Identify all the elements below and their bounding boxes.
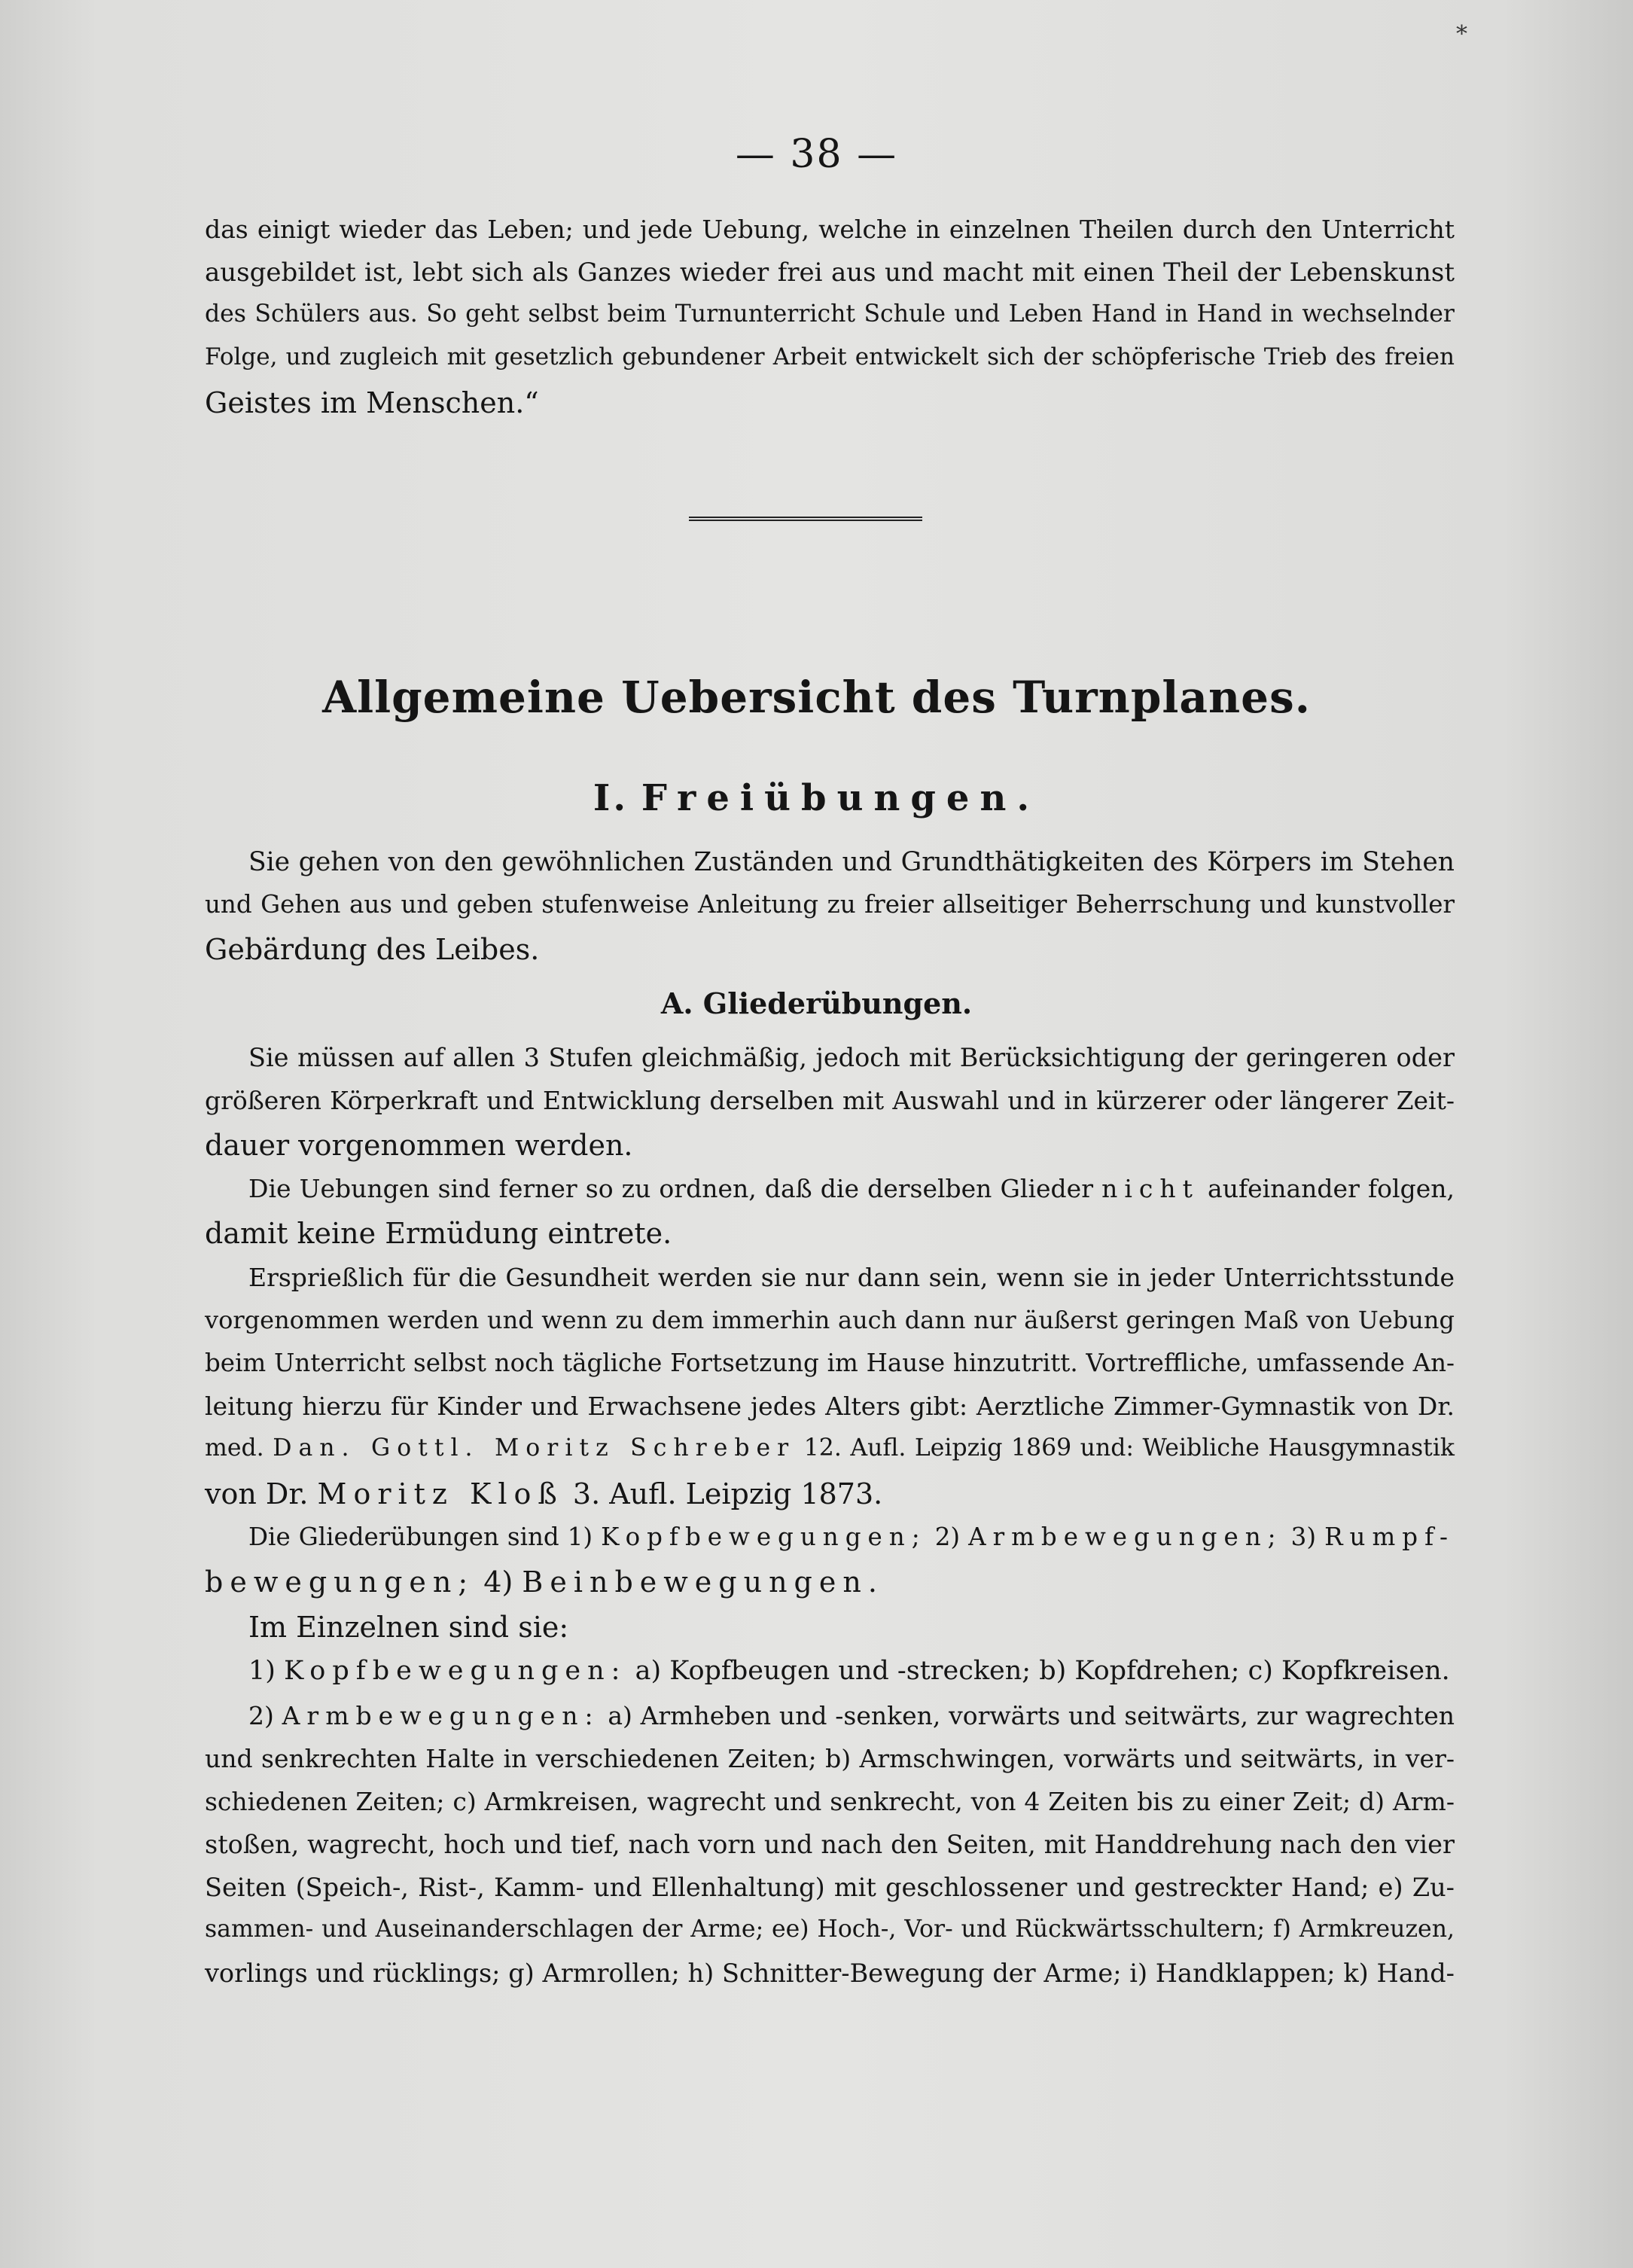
text-run: Die Uebungen sind ferner so zu ordnen, daß die derselben Glieder [248, 1174, 1093, 1203]
text-line [248, 1176, 1455, 1201]
text-line [248, 1658, 1450, 1684]
text-line: das einigt wieder das Leben; und jede Uebung, welche in einzelnen Theilen durch den Unterricht [205, 215, 1455, 244]
text-line: Sie gehen von den gewöhnlichen Zuständen und Grundthätigkeiten des Körpers im Stehen [248, 847, 1455, 877]
text-line: Gebärdung des Leibes. [205, 933, 540, 966]
text-line: beim Unterricht selbst noch tägliche Fortsetzung im Hause hinzutritt. Vortreffliche, umfassende An- [205, 1349, 1455, 1377]
text-line: leitung hierzu für Kinder und Erwachsene jedes Alters gibt: Aerztliche Zimmer-Gymnastik von Dr. [205, 1392, 1455, 1421]
text-line: Ersprießlich für die Gesundheit werden sie nur dann sein, wenn sie in jeder Unterrichtsstunde [248, 1263, 1455, 1292]
text-run: med. [205, 1434, 264, 1462]
text-line [205, 1434, 1455, 1462]
section-divider [689, 517, 922, 521]
page-number: — 38 — [735, 132, 898, 177]
emphasized-word: Armbewegungen: [282, 1701, 600, 1730]
text-line [248, 1525, 1455, 1550]
text-run: von Dr. [205, 1477, 309, 1510]
text-line [205, 1565, 884, 1599]
author-name: Dan. Gottl. Moritz Schreber [273, 1434, 796, 1462]
text-line: Folge, und zugleich mit gesetzlich gebundener Arbeit entwickelt sich der schöpferische Trieb des freien [205, 343, 1455, 370]
text-line: Im Einzelnen sind sie: [248, 1611, 569, 1644]
corner-mark: * [1456, 21, 1467, 47]
text-line: sammen- und Auseinanderschlagen der Arme; ee) Hoch-, Vor- und Rückwärtsschultern; f) Armkreuzen, [205, 1916, 1455, 1943]
text-run: 2) [248, 1701, 274, 1730]
text-run: 1) [248, 1656, 276, 1686]
text-line: des Schülers aus. So geht selbst beim Turnunterricht Schule und Leben Hand in Hand in wechselnder [205, 300, 1455, 328]
text-run: a) Kopfbeugen und -strecken; b) Kopfdrehen; c) Kopfkreisen. [635, 1656, 1450, 1686]
text-run: aufeinander folgen, [1208, 1174, 1455, 1203]
subheading [0, 777, 1633, 819]
emphasized-word: Kopfbewegungen; [601, 1523, 927, 1551]
emphasized-word: Armbewegungen; [968, 1523, 1283, 1551]
text-run: a) Armheben und -senken, vorwärts und seitwärts, zur wagrechten [608, 1701, 1455, 1730]
text-line: damit keine Ermüdung eintrete. [205, 1217, 672, 1250]
subheading-number: I. [593, 777, 629, 819]
emphasized-word: Kopfbewegungen: [284, 1656, 627, 1686]
text-line: Geistes im Menschen.“ [205, 386, 539, 419]
text-line: Seiten (Speich-, Rist-, Kamm- und Ellenhaltung) mit geschlossener und gestreckter Hand; e) Zu- [205, 1873, 1455, 1902]
text-run: 4) [483, 1565, 513, 1599]
text-run: 12. Aufl. Leipzig 1869 und: Weibliche Hausgymnastik [803, 1434, 1455, 1462]
subheading-title: Freiübungen. [641, 777, 1040, 819]
text-line: vorlings und rücklings; g) Armrollen; h) Schnitter-Bewegung der Arme; i) Handklappen; k) Hand- [205, 1959, 1455, 1988]
text-line: Sie müssen auf allen 3 Stufen gleichmäßig, jedoch mit Berücksichtigung der geringeren oder [248, 1043, 1455, 1072]
text-line: stoßen, wagrecht, hoch und tief, nach vorn und nach den Seiten, mit Handdrehung nach den vier [205, 1830, 1455, 1859]
text-line: größeren Körperkraft und Entwicklung derselben mit Auswahl und in kürzerer oder längerer Zeit- [205, 1086, 1455, 1115]
emphasized-word: nicht [1101, 1174, 1199, 1203]
section-heading: A. Gliederübungen. [660, 986, 973, 1020]
author-name: Moritz Kloß [317, 1477, 564, 1510]
text-line: vorgenommen werden und wenn zu dem immerhin auch dann nur äußerst geringen Maß von Uebung [205, 1306, 1455, 1334]
emphasized-word: Rumpf- [1324, 1523, 1455, 1551]
text-line: und Gehen aus und geben stufenweise Anleitung zu freier allseitiger Beherrschung und kunstvoller [205, 890, 1455, 919]
text-line [205, 1477, 883, 1510]
text-line: ausgebildet ist, lebt sich als Ganzes wieder frei aus und macht mit einen Theil der Lebenskunst [205, 258, 1455, 288]
text-run: 3) [1290, 1523, 1317, 1551]
text-line [248, 1703, 1455, 1728]
emphasized-word: bewegungen; [205, 1565, 475, 1599]
text-run: 2) [934, 1523, 961, 1551]
main-heading: Allgemeine Uebersicht des Turnplanes. [322, 672, 1311, 723]
text-run: 3. Aufl. Leipzig 1873. [572, 1477, 883, 1510]
text-line: schiedenen Zeiten; c) Armkreisen, wagrecht und senkrecht, von 4 Zeiten bis zu einer Zeit; d) Arm- [205, 1787, 1455, 1816]
text-line: dauer vorgenommen werden. [205, 1129, 633, 1162]
text-line: und senkrechten Halte in verschiedenen Zeiten; b) Armschwingen, vorwärts und seitwärts, in ver- [205, 1744, 1455, 1773]
emphasized-word: Beinbewegungen. [522, 1565, 884, 1599]
text-run: Die Gliederübungen sind 1) [248, 1523, 593, 1551]
